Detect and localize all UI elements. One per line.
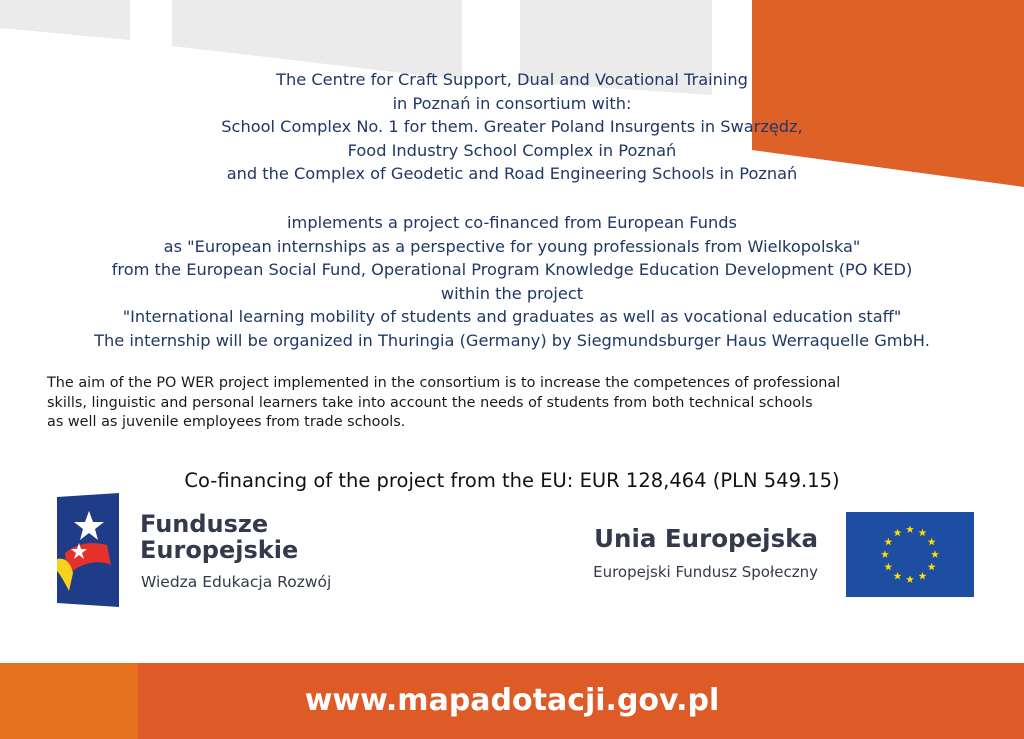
footer-bar (0, 663, 1024, 739)
fe-title-line: Europejskie (140, 536, 299, 564)
aim-line: The aim of the PO WER project implemented in the consortium is to increase the competences of professional (47, 375, 841, 391)
header-line: School Complex No. 1 for them. Greater Poland Insurgents in Swarzędz, (221, 117, 803, 136)
unia-europejska-subtitle: Europejski Fundusz Społeczny (593, 563, 818, 581)
fundusze-europejskie-subtitle: Wiedza Edukacja Rozwój (141, 573, 332, 591)
project-line: within the project (440, 283, 584, 303)
footer-url-link[interactable]: www.mapadotacji.gov.pl (304, 683, 720, 718)
eu-flag-field (846, 512, 974, 597)
aim-line: as well as juvenile employees from trade schools. (47, 414, 406, 430)
organizer-block (0, 68, 1024, 186)
project-line: "International learning mobility of students and graduates as well as vocational education staff" (122, 307, 902, 326)
project-line: as "European internships as a perspective for young professionals from Wielkopolska" (163, 236, 861, 256)
fundusze-europejskie-title (140, 511, 298, 563)
project-line: implements a project co-financed from European Funds (287, 213, 737, 232)
project-aim-block (47, 374, 1007, 433)
unia-europejska-title: Unia Europejska (594, 524, 818, 553)
header-line: Food Industry School Complex in Poznań (347, 140, 677, 160)
eu-flag-icon (846, 512, 974, 597)
project-line: from the European Social Fund, Operational Program Knowledge Education Development (PO KED) (111, 260, 913, 279)
aim-line: skills, linguistic and personal learners take into account the needs of students from both technical schools (47, 394, 813, 411)
project-description-block (0, 211, 1024, 352)
header-line: and the Complex of Geodetic and Road Engineering Schools in Poznań (226, 164, 798, 183)
fe-title-line: Fundusze (140, 510, 269, 538)
header-line: in Poznań in consortium with: (392, 93, 632, 113)
fundusze-europejskie-star-icon (57, 493, 119, 607)
header-line: The Centre for Craft Support, Dual and Vocational Training (276, 70, 748, 89)
project-line: The internship will be organized in Thuringia (Germany) by Siegmundsburger Haus Werraquelle GmbH. (94, 330, 930, 350)
cofinancing-text: Co-financing of the project from the EU: EUR 128,464 (PLN 549.15) (184, 469, 840, 492)
